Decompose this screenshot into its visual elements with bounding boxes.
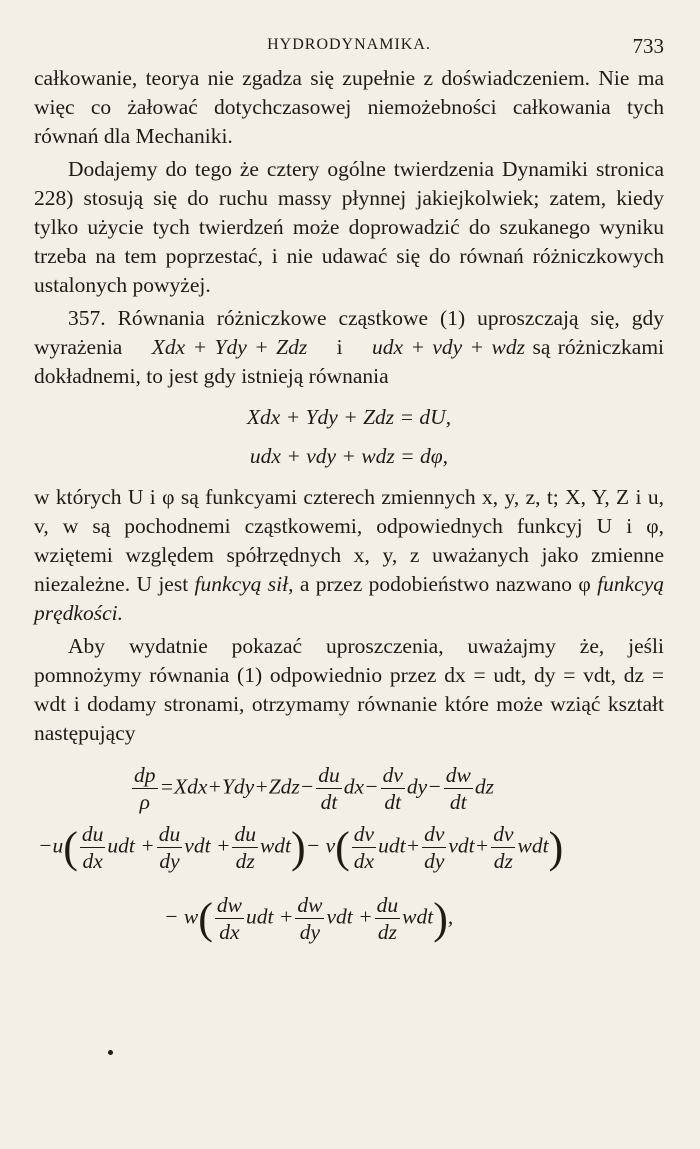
- equation-dphi: udx + vdy + wdz = dφ,: [249, 444, 449, 468]
- expression-force: Xdx + Ydy + Zdz: [151, 335, 308, 359]
- equation-line-3: − w( $\frac{dw}{dx}$ udt + $\frac{dw}{dy}$ vdt + $\frac{du}{dz}$ wdt),: [164, 893, 454, 944]
- paragraph-1: całkowanie, teorya nie zgadza się zupełnie z doświadczeniem. Nie ma więc co żałować dotychczasowej niemożebności całkowania tych równań dla Mechaniki.: [34, 66, 664, 148]
- paragraph-2: Dodajemy do tego że cztery ogólne twierdzenia Dynamiki stronica 228) stosują się do ruchu massy płynnej jakiejkolwiek; zatem, kiedy tylko użycie tych twierdzeń może doprowadzić do szukanego wyniku trzeba na tem poprzestać, i nie udawać się do równań różniczkowych ustalonych powyżej.: [34, 157, 664, 297]
- equation-line-2: −u( $\frac{du}{dx}$ udt + $\frac{du}{dy}$ vdt + $\frac{du}{dz}$ wdt)− v( $\frac{dv}{dx}$ udt+ $\frac{dv}{dy}$ vdt+ $\frac{dv}{dz}$ wdt): [38, 822, 564, 873]
- term-velocity-function: funkcyą prędkości.: [34, 572, 664, 625]
- equation-line-1: $\frac{dp}{\rho}$ =Xdx+Ydy+Zdz− $\frac{du}{dt}$ dx− $\frac{dv}{dt}$ dy− $\frac{dw}{dt}$ dz: [134, 763, 494, 814]
- paragraph-3-text-b: są różniczkami dokładnemi, to jest gdy istnieją równania: [34, 335, 665, 388]
- paragraph-3-text-a: 357. Równania różniczkowe cząstkowe (1) uproszczają się, gdy wyrażenia: [34, 306, 664, 359]
- expression-velocity: udx + vdy + wdz: [372, 335, 526, 359]
- paragraph-3: [34, 304, 664, 391]
- page-number: 733: [632, 34, 664, 58]
- page-body: [34, 64, 664, 951]
- equation-dU: Xdx + Ydy + Zdz = dU,: [246, 405, 452, 429]
- paragraph-4: [34, 483, 664, 628]
- term-force-function: funkcyą sił: [194, 572, 289, 596]
- conjunction-i: i: [336, 335, 343, 359]
- paragraph-5: Aby wydatnie pokazać uproszczenia, uważajmy że, jeśli pomnożymy równania (1) odpowiednio przez dx = udt, dy = vdt, dz = wdt i dodamy stronami, otrzymamy równanie które może wziąć kształt następujący: [34, 634, 664, 745]
- running-title: HYDRODYNAMIKA.: [267, 36, 431, 53]
- paragraph-4-text-a: w których U i φ są funkcyami czterech zmiennych x, y, z, t; X, Y, Z i u, v, w są pochodnemi cząstkowemi, odpowiednych funkcyj U i φ, wziętemi względem spółrzędnych x, y, z uważanych jako zmienne niezależne. U jest: [34, 485, 664, 596]
- paragraph-4-text-b: , a przez podobieństwo nazwano φ: [288, 572, 591, 596]
- margin-dot: [108, 1050, 113, 1055]
- page-header: [34, 36, 664, 60]
- main-equation: [34, 762, 664, 945]
- fraction-dp-rho: $\frac{dp}{\rho}$: [134, 763, 156, 814]
